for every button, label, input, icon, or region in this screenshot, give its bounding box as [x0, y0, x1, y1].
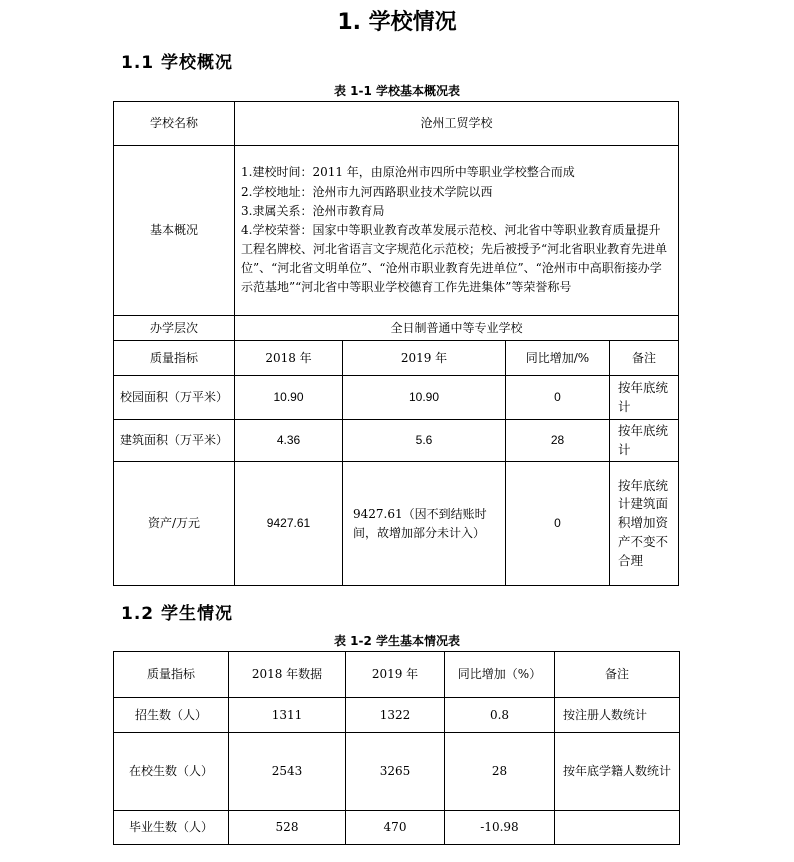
table-header-row: [114, 341, 679, 376]
page-title: 1. 学校情况: [337, 10, 457, 35]
row-enrolled-students-2018: 2543: [229, 733, 346, 811]
row-campus-area-2019: 10.90: [343, 376, 506, 420]
section-heading-school-overview: 1.1 学校概况: [121, 53, 234, 73]
row-campus-area-change: 0: [506, 376, 610, 420]
table-row: [114, 698, 680, 733]
basic-line-founded: 1.建校时间：2011 年，由原沧州市四所中等职业学校整合而成: [241, 165, 575, 180]
header-2018: 2018 年: [235, 341, 343, 376]
row-campus-area-remark: 按年底统计: [610, 376, 679, 420]
header-indicator: 质量指标: [114, 341, 235, 376]
table-row: [114, 811, 680, 845]
row-enrollment-2019: 1322: [346, 698, 445, 733]
row-enrollment-change: 0.8: [445, 698, 555, 733]
header-remark: 备注: [555, 652, 680, 698]
row-enrollment-remark: 按注册人数统计: [555, 698, 680, 733]
school-name-label: 学校名称: [114, 102, 235, 146]
table-caption-1-1: 表 1-1 学校基本概况表: [333, 84, 461, 98]
row-building-area-2018: 4.36: [235, 420, 343, 462]
table-row: [114, 102, 679, 146]
row-campus-area-2018: 10.90: [235, 376, 343, 420]
row-enrolled-students-name: 在校生数（人）: [114, 733, 229, 811]
table-row: [114, 376, 679, 420]
school-overview-table: [113, 101, 679, 586]
row-assets-2018: 9427.61: [235, 462, 343, 586]
header-2018-data: 2018 年数据: [229, 652, 346, 698]
row-graduates-name: 毕业生数（人）: [114, 811, 229, 845]
table-row: [114, 146, 679, 316]
basic-line-address: 2.学校地址：沧州市九河西路职业技术学院以西: [241, 184, 493, 199]
row-assets-change: 0: [506, 462, 610, 586]
school-name-value: 沧州工贸学校: [235, 102, 679, 146]
row-enrolled-students-remark: 按年底学籍人数统计: [555, 733, 680, 811]
header-change: 同比增加（%）: [445, 652, 555, 698]
school-level-label: 办学层次: [114, 316, 235, 341]
row-building-area-remark: 按年底统计: [610, 420, 679, 462]
header-indicator: 质量指标: [114, 652, 229, 698]
row-graduates-2019: 470: [346, 811, 445, 845]
row-enrolled-students-2019: 3265: [346, 733, 445, 811]
header-2019: 2019 年: [343, 341, 506, 376]
student-info-table: [113, 651, 680, 845]
header-remark: 备注: [610, 341, 679, 376]
table-row: [114, 733, 680, 811]
basic-line-affiliation: 3.隶属关系：沧州市教育局: [241, 203, 385, 218]
basic-line-honors: 4.学校荣誉：国家中等职业教育改革发展示范校、河北省中等职业教育质量提升工程名牌校、河北省语言文字规范化示范校；先后被授予“河北省职业教育先进单位”、“河北省文明单位”、“沧州市职业教育先进单位”、“沧州市中高职衔接办学示范基地”“河北省中等职业学校德育工作先进集体”等荣誉称号: [241, 222, 668, 295]
table-header-row: [114, 652, 680, 698]
row-graduates-change: -10.98: [445, 811, 555, 845]
table-caption-1-2: 表 1-2 学生基本情况表: [333, 634, 461, 648]
row-enrollment-name: 招生数（人）: [114, 698, 229, 733]
row-enrolled-students-change: 28: [445, 733, 555, 811]
row-graduates-2018: 528: [229, 811, 346, 845]
row-assets-remark: 按年底统计建筑面积增加资产不变不合理: [610, 462, 679, 586]
row-building-area-2019: 5.6: [343, 420, 506, 462]
row-campus-area-name: 校园面积（万平米）: [114, 376, 235, 420]
section-heading-student-info: 1.2 学生情况: [121, 604, 234, 624]
school-level-value: 全日制普通中等专业学校: [235, 316, 679, 341]
header-change: 同比增加/%: [506, 341, 610, 376]
table-row: [114, 316, 679, 341]
row-graduates-remark: [555, 811, 680, 845]
row-building-area-name: 建筑面积（万平米）: [114, 420, 235, 462]
row-assets-name: 资产/万元: [114, 462, 235, 586]
header-2019: 2019 年: [346, 652, 445, 698]
row-building-area-change: 28: [506, 420, 610, 462]
row-enrollment-2018: 1311: [229, 698, 346, 733]
basic-overview-label: 基本概况: [114, 146, 235, 316]
table-row: [114, 462, 679, 586]
row-assets-2019: 9427.61（因不到结账时间，故增加部分未计入）: [343, 462, 506, 586]
basic-overview-content: [235, 146, 679, 316]
table-row: [114, 420, 679, 462]
